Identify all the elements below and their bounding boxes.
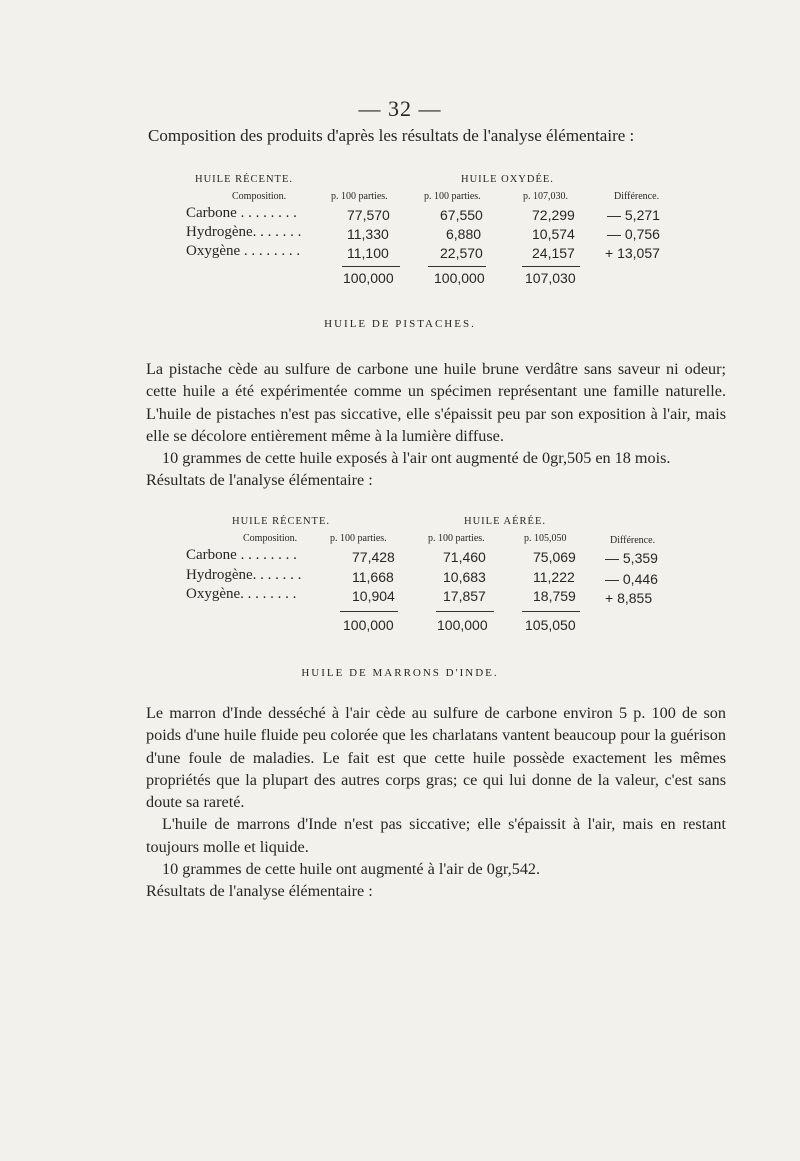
table-1-total-c: 107,030 bbox=[525, 270, 576, 286]
table-1-col-composition: Composition. bbox=[232, 191, 287, 202]
cell-c: 10,574 bbox=[532, 226, 575, 242]
table-1-col-c: p. 107,030. bbox=[523, 191, 568, 202]
cell-b: 22,570 bbox=[440, 245, 483, 261]
cell-b: 71,460 bbox=[443, 549, 486, 565]
table-1-rule-b bbox=[428, 266, 486, 267]
cell-d: — 0,446 bbox=[605, 571, 658, 587]
cell-a: 11,330 bbox=[347, 226, 389, 242]
table-2-rule-c bbox=[522, 611, 580, 612]
paragraph: 10 grammes de cette huile exposés à l'air ont augmenté de 0gr,505 en 18 mois. bbox=[162, 449, 671, 468]
cell-c: 24,157 bbox=[532, 245, 575, 261]
table-1-col-d: Différence. bbox=[614, 191, 660, 202]
cell-a: 77,570 bbox=[347, 207, 390, 223]
table-2-total-a: 100,000 bbox=[343, 617, 394, 633]
table-2-col-c: p. 105,050 bbox=[524, 533, 567, 544]
table-2-rule-b bbox=[436, 611, 494, 612]
cell-d: + 13,057 bbox=[605, 245, 660, 261]
paragraph: La pistache cède au sulfure de carbone une huile brune verdâtre sans saveur ni odeur; cette huile a été expérimentée comme un spécimen représentant une famille naturelle. L'huile de pistaches n'est pas siccative, elle s'épaissit peu par son exposition à l'air, mais elle se décolore entièrement même à la lumière diffuse. bbox=[146, 360, 726, 445]
cell-d: — 5,359 bbox=[605, 550, 658, 566]
paragraph: Le marron d'Inde desséché à l'air cède au sulfure de carbone environ 5 p. 100 de son poids d'une huile fluide peu colorée que les charlatans vantent beaucoup pour la guérison d'une foule de maladies. Le fait est que cette huile possède exactement les mêmes propriétés que la plupart des autres corps gras; ce qui lui donne de la valeur, c'est sans doute sa rareté. bbox=[146, 704, 726, 812]
table-2-left-header: HUILE RÉCENTE. bbox=[232, 516, 330, 527]
cell-c: 18,759 bbox=[533, 588, 576, 604]
table-1-total-a: 100,000 bbox=[343, 270, 394, 286]
table-1-col-a: p. 100 parties. bbox=[331, 191, 388, 202]
cell-d: — 5,271 bbox=[607, 207, 660, 223]
cell-c: 72,299 bbox=[532, 207, 575, 223]
row-label: Hydrogène. . . . . . . bbox=[186, 224, 302, 240]
table-1-rule-a bbox=[342, 266, 400, 267]
cell-c: 11,222 bbox=[533, 569, 575, 585]
marrons-text bbox=[146, 702, 726, 903]
table-2-col-d: Différence. bbox=[610, 535, 656, 546]
row-label: Carbone . . . . . . . . bbox=[186, 205, 297, 221]
cell-b: 6,880 bbox=[446, 226, 482, 242]
table-1-left-header: HUILE RÉCENTE. bbox=[195, 174, 293, 185]
cell-a: 77,428 bbox=[352, 549, 395, 565]
pistaches-text bbox=[146, 358, 726, 492]
section-title-marrons: HUILE DE MARRONS D'INDE. bbox=[301, 667, 499, 679]
table-2-col-b: p. 100 parties. bbox=[428, 533, 485, 544]
table-2-total-c: 105,050 bbox=[525, 617, 576, 633]
table-2-rule-a bbox=[340, 611, 398, 612]
table-1-rule-c bbox=[522, 266, 580, 267]
row-label: Carbone . . . . . . . . bbox=[186, 547, 297, 563]
paragraph: L'huile de marrons d'Inde n'est pas siccative; elle s'épaissit à l'air, mais en restant toujours molle et liquide. bbox=[146, 815, 726, 856]
paragraph: 10 grammes de cette huile ont augmenté à l'air de 0gr,542. bbox=[162, 860, 541, 879]
row-label: Hydrogène. . . . . . . bbox=[186, 567, 302, 583]
intro-text: Composition des produits d'après les résultats de l'analyse élémentaire : bbox=[148, 126, 635, 145]
table-1-right-header: HUILE OXYDÉE. bbox=[461, 174, 554, 185]
table-2-col-a: p. 100 parties. bbox=[330, 533, 387, 544]
cell-d: + 8,855 bbox=[605, 590, 653, 606]
section-title-pistaches: HUILE DE PISTACHES. bbox=[324, 318, 476, 330]
cell-a: 11,668 bbox=[352, 569, 394, 585]
paragraph: Résultats de l'analyse élémentaire : bbox=[146, 471, 373, 490]
cell-a: 10,904 bbox=[352, 588, 395, 604]
cell-b: 67,550 bbox=[440, 207, 483, 223]
paragraph: Résultats de l'analyse élémentaire : bbox=[146, 882, 373, 901]
table-1-total-b: 100,000 bbox=[434, 270, 485, 286]
table-2-total-b: 100,000 bbox=[437, 617, 488, 633]
table-2-col-composition: Composition. bbox=[243, 533, 298, 544]
cell-c: 75,069 bbox=[533, 549, 576, 565]
cell-a: 11,100 bbox=[347, 245, 389, 261]
cell-d: — 0,756 bbox=[607, 226, 660, 242]
table-2-right-header: HUILE AÉRÉE. bbox=[464, 516, 546, 527]
page-number: — 32 — bbox=[358, 96, 442, 121]
row-label: Oxygène. . . . . . . . bbox=[186, 586, 297, 602]
row-label: Oxygène . . . . . . . . bbox=[186, 243, 301, 259]
cell-b: 10,683 bbox=[443, 569, 486, 585]
cell-b: 17,857 bbox=[443, 588, 486, 604]
table-1-col-b: p. 100 parties. bbox=[424, 191, 481, 202]
